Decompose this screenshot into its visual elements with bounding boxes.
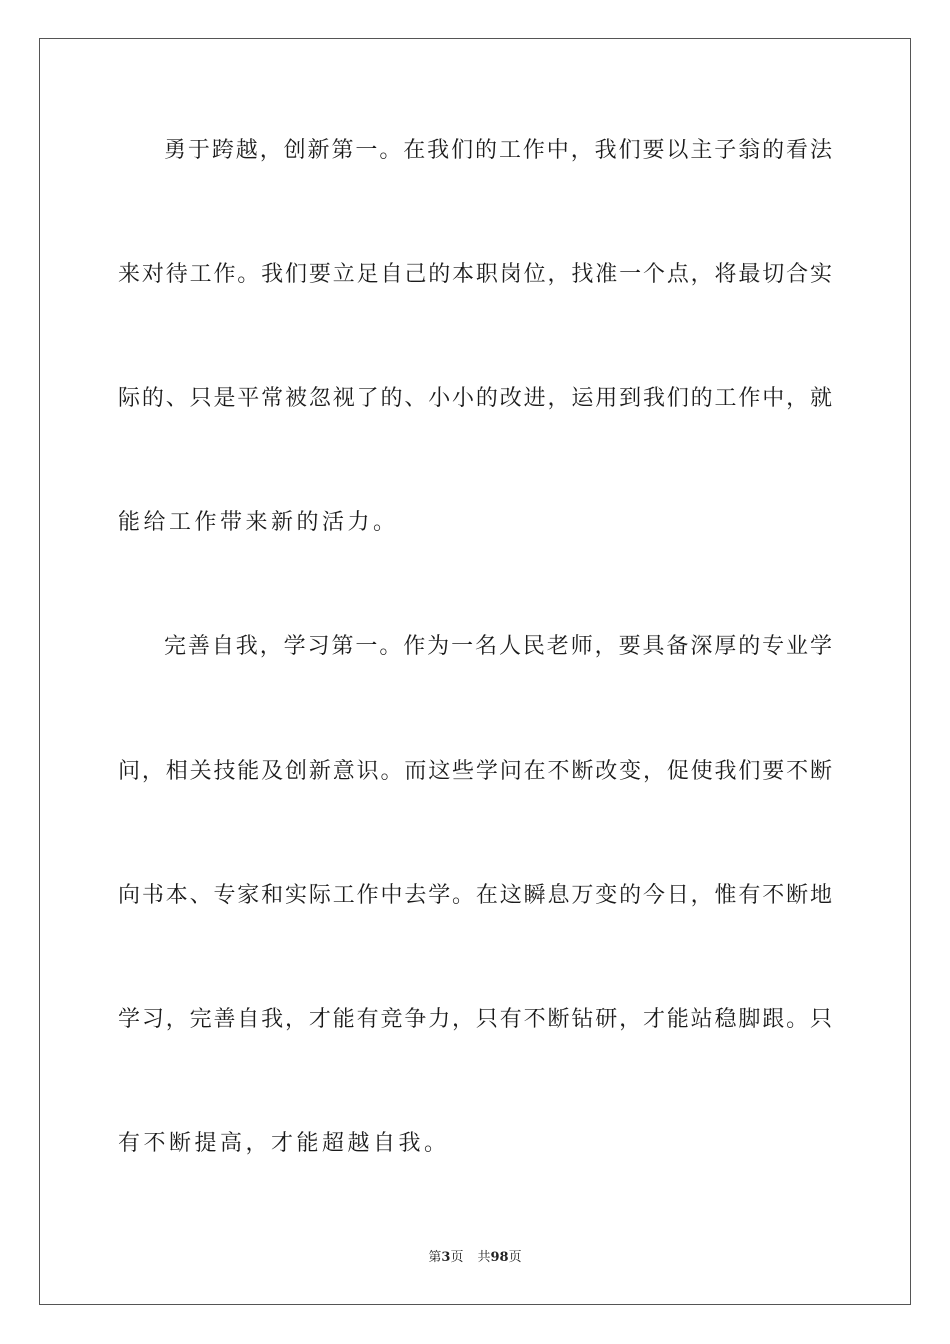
paragraph-2-line-2: 问，相关技能及创新意识。而这些学问在不断改变，促使我们要不断 [118,759,832,784]
footer-page-prefix: 第 [428,1250,442,1265]
page-footer [0,1246,950,1265]
footer-page-number: 3 [441,1250,451,1265]
page-frame [39,38,911,1305]
paragraph-2-line-5: 有不断提高，才能超越自我。 [118,1131,450,1156]
paragraph-1-line-2: 来对待工作。我们要立足自己的本职岗位，找准一个点，将最切合实 [118,262,832,287]
paragraph-2-line-3: 向书本、专家和实际工作中去学。在这瞬息万变的今日，惟有不断地 [118,883,832,908]
paragraph-1-line-4: 能给工作带来新的活力。 [118,510,399,535]
footer-total-pages: 98 [490,1250,509,1265]
footer-total-prefix: 共 [477,1250,491,1265]
paragraph-1-line-1: 勇于跨越，创新第一。在我们的工作中，我们要以主子翁的看法 [164,138,832,163]
footer-page-suffix: 页 [450,1250,464,1265]
footer-total-suffix: 页 [508,1250,522,1265]
paragraph-2-line-1: 完善自我，学习第一。作为一名人民老师，要具备深厚的专业学 [164,634,832,659]
paragraph-2-line-4: 学习，完善自我，才能有竞争力，只有不断钻研，才能站稳脚跟。只 [118,1007,832,1032]
paragraph-1-line-3: 际的、只是平常被忽视了的、小小的改进，运用到我们的工作中，就 [118,386,832,411]
